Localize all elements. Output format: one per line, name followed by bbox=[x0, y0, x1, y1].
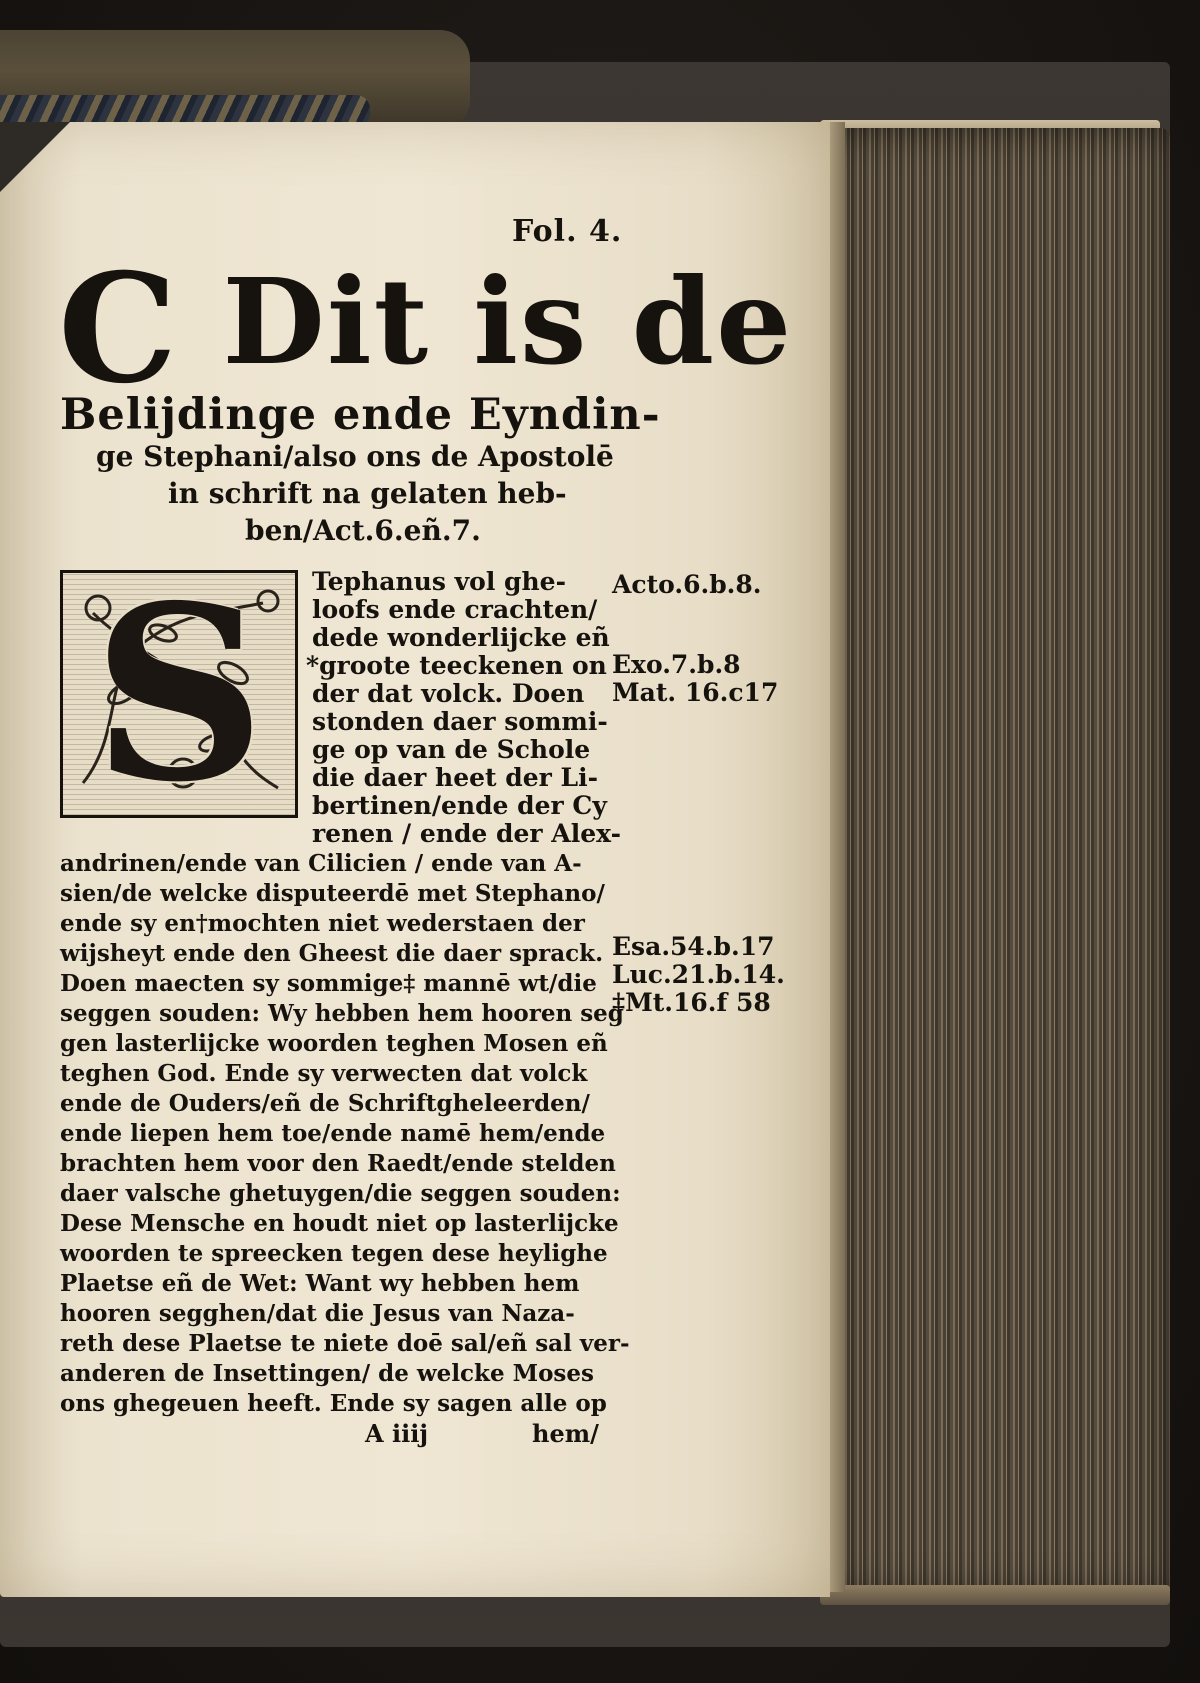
body-line: anderen de Insettingen/ de welcke Moses bbox=[60, 1360, 594, 1387]
body-line: Plaetse eñ de Wet: Want wy hebben hem bbox=[60, 1270, 580, 1297]
title-big-text: Dit is de bbox=[222, 252, 794, 391]
body-line: ende de Ouders/eñ de Schriftgheleerden/ bbox=[60, 1090, 590, 1117]
decorated-initial bbox=[60, 553, 298, 835]
body-line: ende liepen hem toe/ende namē hem/ende bbox=[60, 1120, 606, 1147]
body-line: Tephanus vol ghe- bbox=[312, 567, 566, 596]
body-line: daer valsche ghetuygen/die seggen souden: bbox=[60, 1180, 621, 1207]
page-text-area bbox=[0, 122, 830, 1597]
title-line-2: ge Stephani/also ons de Apostolē bbox=[96, 440, 614, 473]
body-line: der dat volck. Doen bbox=[312, 679, 585, 708]
body-line: ge op van de Schole bbox=[312, 735, 591, 764]
initial-letter-s: S bbox=[92, 553, 266, 835]
catchword: hem/ bbox=[532, 1419, 599, 1448]
signature-mark: A iiij bbox=[365, 1419, 429, 1448]
body-line: andrinen/ende van Cilicien / ende van A- bbox=[60, 850, 582, 877]
body-line: dede wonderlijcke eñ bbox=[312, 623, 610, 652]
body-line: gen lasterlijcke woorden teghen Mosen eñ bbox=[60, 1030, 608, 1057]
margin-note: ‡Mt.16.f 58 bbox=[612, 988, 771, 1017]
body-line: wijsheyt ende den Gheest die daer sprack. bbox=[60, 940, 604, 967]
page-corner-fold bbox=[0, 122, 70, 192]
body-line: loofs ende crachten/ bbox=[312, 595, 598, 624]
body-line: *groote teeckenen on bbox=[306, 651, 607, 680]
body-line: ende sy en†mochten niet wederstaen der bbox=[60, 910, 585, 937]
margin-note: Mat. 16.c17 bbox=[612, 678, 779, 707]
margin-note: Exo.7.b.8 bbox=[612, 650, 741, 679]
body-line: woorden te spreecken tegen dese heylighe bbox=[60, 1240, 608, 1267]
margin-note: Luc.21.b.14. bbox=[612, 960, 785, 989]
page-edges-bottom bbox=[820, 1585, 1170, 1605]
body-line: reth dese Plaetse te niete doē sal/eñ sal ver- bbox=[60, 1330, 630, 1357]
body-line: seggen souden: Wy hebben hem hooren seg bbox=[60, 1000, 624, 1027]
title-initial-c: C bbox=[58, 241, 180, 417]
body-line: sien/de welcke disputeerdē met Stephano/ bbox=[60, 880, 605, 907]
body-line: brachten hem voor den Raedt/ende stelden bbox=[60, 1150, 616, 1177]
page-block-fore-edge bbox=[830, 128, 1170, 1598]
margin-note: Acto.6.b.8. bbox=[612, 570, 762, 599]
body-line: Dese Mensche en houdt niet op lasterlijcke bbox=[60, 1210, 619, 1237]
body-line: bertinen/ende der Cy bbox=[312, 791, 607, 820]
body-line: teghen God. Ende sy verwecten dat volck bbox=[60, 1060, 588, 1087]
body-line: Doen maecten sy sommige‡ mannē wt/die bbox=[60, 970, 597, 997]
title-line-3: in schrift na gelaten heb- bbox=[168, 477, 567, 510]
title-line-4: ben/Act.6.eñ.7. bbox=[245, 514, 481, 547]
book-page bbox=[0, 122, 830, 1597]
body-line: hooren segghen/dat die Jesus van Naza- bbox=[60, 1300, 575, 1327]
folio-number: Fol. 4. bbox=[512, 214, 623, 249]
body-line: renen / ende der Alex- bbox=[312, 819, 621, 848]
body-line: stonden daer sommi- bbox=[312, 707, 608, 736]
body-line: ons ghegeuen heeft. Ende sy sagen alle op bbox=[60, 1390, 607, 1417]
title-line-1: Belijdinge ende Eyndin- bbox=[60, 390, 661, 440]
margin-note: Esa.54.b.17 bbox=[612, 932, 775, 961]
body-line: die daer heet der Li- bbox=[312, 763, 598, 792]
